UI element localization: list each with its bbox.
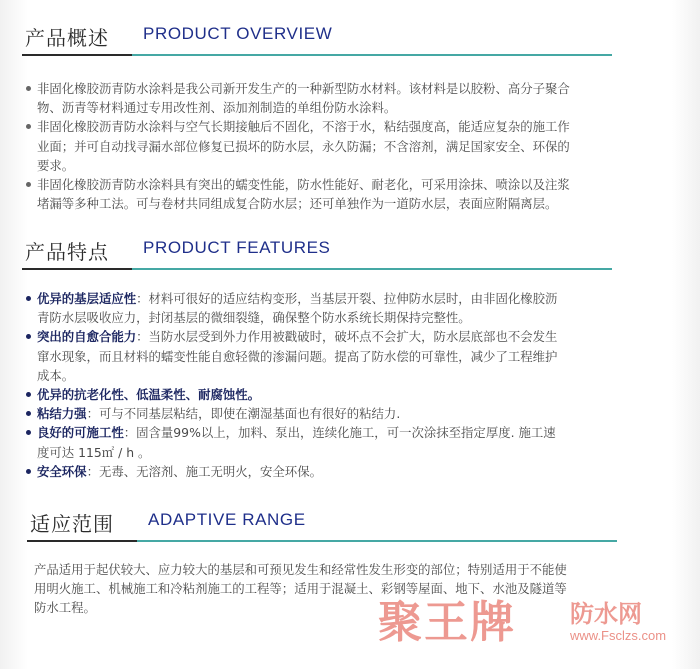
text-line: 物、沥青等材料通过专用改性剂、添加剂制造的单组份防水涂料。	[37, 100, 397, 116]
text-line	[37, 289, 680, 308]
text-line: 要求。	[37, 157, 75, 173]
overview-header	[0, 18, 700, 54]
text-line: 非固化橡胶沥青防水涂料具有突出的蠕变性能，防水性能好、耐老化，可采用涂抹、喷涂以及注浆	[37, 177, 570, 193]
text-line: 非固化橡胶沥青防水涂料与空气长期接触后不固化，不溶于水，粘结强度高，能适应复杂的施工作	[37, 119, 570, 135]
features-rule-teal	[132, 268, 612, 270]
feature-key: 安全环保	[37, 463, 87, 479]
feature-key: 突出的自愈合能力	[37, 329, 137, 345]
watermark-url: www.Fsclzs.com	[570, 628, 667, 643]
feature-item	[25, 423, 680, 461]
feature-key: 粘结力强	[37, 406, 87, 422]
text-line: 窜水现象，而且材料的蠕变性能自愈轻微的渗漏问题。提高了防水偿的可靠性，减少了工程维护	[37, 348, 558, 364]
feature-key: 优异的基层适应性	[37, 291, 137, 306]
feature-item	[25, 289, 680, 327]
feature-key: 良好的可施工性	[37, 425, 124, 441]
feature-key: 优异的抗老化性、低温柔性、耐腐蚀性。	[37, 387, 261, 403]
text-line: 堵漏等多种工法。可与卷材共同组成复合防水层；还可单独作为一道防水层，表面应附隔离层。	[37, 196, 558, 212]
overview-section	[0, 18, 700, 54]
text-line: 产品适用于起伏较大、应力较大的基层和可预见发生和经常性发生形变的部位；特别适用于不能使	[34, 562, 567, 577]
feature-item	[25, 404, 680, 423]
text-line: 业面；并可自动找寻漏水部位修复已损坏的防水层，永久防漏；不含溶剂，满足国家安全、环保的	[37, 138, 570, 154]
watermark-side-text: 防水网	[570, 600, 642, 628]
overview-rule-teal	[132, 54, 612, 56]
text-line: 成本。	[37, 367, 75, 383]
watermark-brand: 聚王牌	[378, 597, 516, 648]
feature-item	[25, 385, 680, 404]
features-rule-dark	[22, 268, 132, 270]
text-line: 青防水层吸收应力，封闭基层的微细裂缝，确保整个防水系统长期保持完整性。	[37, 310, 471, 326]
text-line	[37, 462, 680, 481]
overview-paragraph	[25, 79, 680, 117]
feature-item	[25, 462, 680, 481]
feature-text: ：可与不同基层粘结，即使在潮湿基面也有很好的粘结力.	[86, 406, 401, 422]
range-title-en: ADAPTIVE RANGE	[148, 510, 306, 529]
feature-text: ：无毒、无溶剂、施工无明火，安全环保。	[86, 463, 322, 479]
text-line	[37, 404, 680, 423]
range-section	[0, 504, 700, 540]
text-line	[37, 423, 680, 442]
features-title-cn: 产品特点	[25, 240, 109, 264]
feature-text: ：材料可很好的适应结构变形，当基层开裂、拉伸防水层时，由非固化橡胶沥	[136, 291, 558, 306]
range-header	[0, 504, 700, 540]
overview-title-en: PRODUCT OVERVIEW	[143, 24, 333, 43]
text-line: 度可达 115㎡ / h 。	[37, 444, 151, 460]
feature-text: ：当防水层受到外力作用被戳破时，破坏点不会扩大，防水层底部也不会发生	[136, 329, 558, 345]
overview-paragraph	[25, 117, 680, 175]
watermark	[370, 584, 700, 669]
feature-text: ：固含量99%以上，加料、泵出，连续化施工，可一次涂抹至指定厚度. 施工速	[123, 425, 556, 441]
overview-title-cn: 产品概述	[25, 26, 109, 50]
text-line: 非固化橡胶沥青防水涂料是我公司新开发生产的一种新型防水材料。该材料是以胶粉、高分子聚合	[37, 81, 570, 96]
feature-item	[25, 327, 680, 385]
overview-body	[25, 79, 680, 213]
range-rule-teal	[137, 540, 617, 542]
range-rule-dark	[27, 540, 137, 542]
range-title-cn: 适应范围	[30, 512, 114, 536]
features-body	[25, 289, 680, 481]
text-line	[37, 327, 680, 346]
features-section	[0, 232, 700, 268]
overview-paragraph	[25, 175, 680, 213]
features-header	[0, 232, 700, 268]
features-title-en: PRODUCT FEATURES	[143, 238, 331, 257]
text-line: 用明火施工、机械施工和冷粘剂施工的工程等；适用于混凝土、彩钢等屋面、地下、水池及隧道等	[34, 581, 567, 597]
overview-rule-dark	[22, 54, 132, 56]
text-line	[37, 385, 680, 404]
text-line: 防水工程。	[34, 600, 96, 616]
